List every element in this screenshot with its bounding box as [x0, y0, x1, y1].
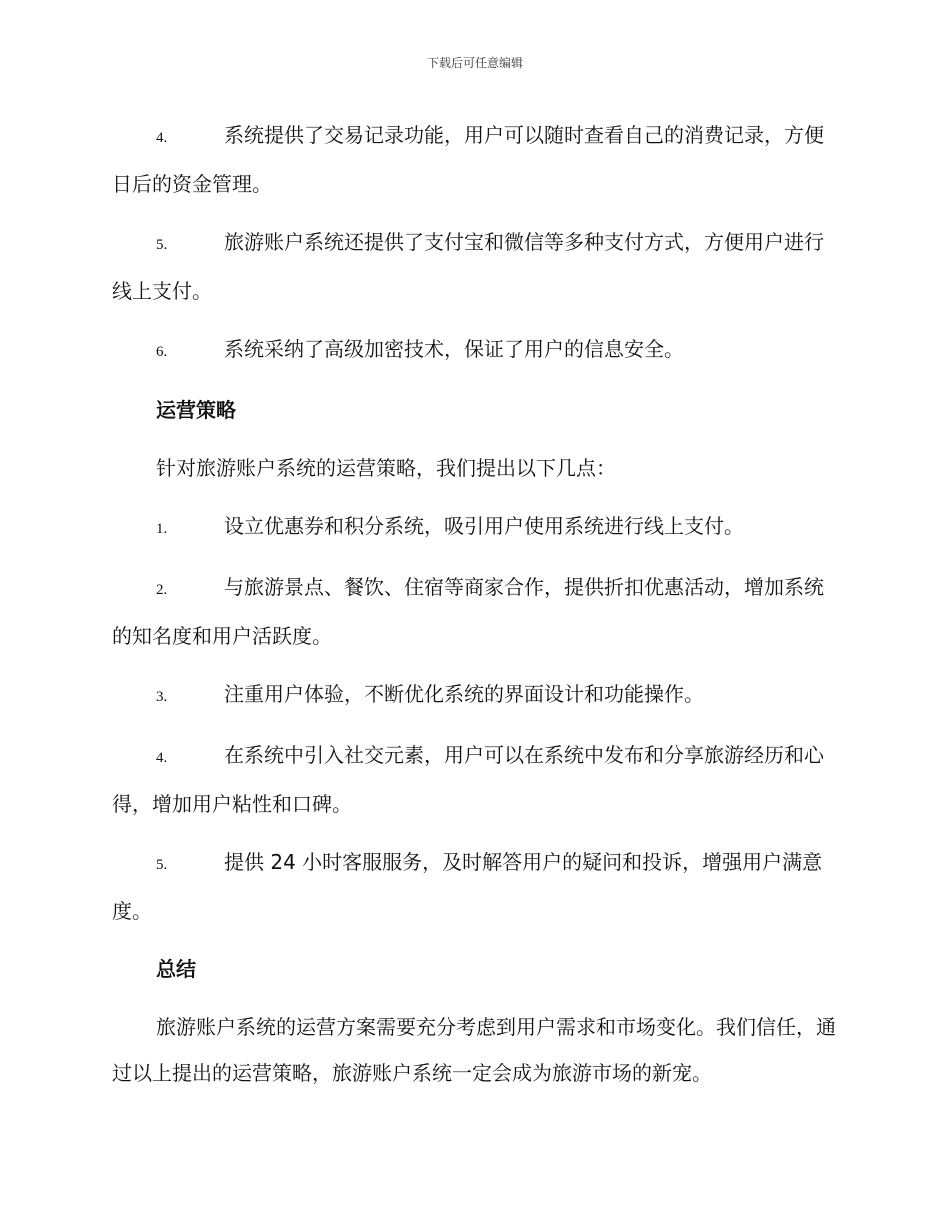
list-text: 系统采纳了高级加密技术，保证了用户的信息安全。 — [224, 337, 684, 361]
list-item — [112, 732, 838, 827]
summary-body: 旅游账户系统的运营方案需要充分考虑到用户需求和市场变化。我们信任，通过以上提出的运营策略，旅游账户系统一定会成为旅游市场的新宠。 — [112, 1015, 836, 1085]
section-heading-summary: 总结 — [156, 957, 196, 981]
list-number: 6. — [156, 344, 168, 360]
document-body — [112, 112, 838, 1108]
list-item — [112, 839, 838, 934]
list-number: 1. — [156, 521, 168, 537]
list-item — [112, 112, 838, 207]
list-item — [112, 326, 838, 375]
list-text: 与旅游景点、餐饮、住宿等商家合作，提供折扣优惠活动，增加系统的知名度和用户活跃度。 — [112, 575, 824, 648]
list-number: 5. — [156, 857, 168, 873]
list-number: 4. — [156, 750, 168, 766]
list-text: 设立优惠券和积分系统，吸引用户使用系统进行线上支付。 — [224, 514, 744, 538]
list-number: 4. — [156, 130, 168, 146]
section-heading-strategy: 运营策略 — [156, 398, 236, 422]
list-number: 5. — [156, 237, 168, 253]
page-header-note: 下载后可任意编辑 — [426, 56, 523, 70]
strategy-intro: 针对旅游账户系统的运营策略，我们提出以下几点： — [156, 456, 616, 480]
list-item — [112, 503, 838, 552]
list-item — [112, 564, 838, 659]
list-text: 注重用户体验，不断优化系统的界面设计和功能操作。 — [224, 682, 704, 706]
list-text: 旅游账户系统还提供了支付宝和微信等多种支付方式，方便用户进行线上支付。 — [112, 230, 824, 303]
list-number: 3. — [156, 689, 168, 705]
list-text: 提供 24 小时客服服务，及时解答用户的疑问和投诉，增强用户满意度。 — [112, 850, 823, 923]
list-item — [112, 219, 838, 314]
list-text: 系统提供了交易记录功能，用户可以随时查看自己的消费记录，方便日后的资金管理。 — [112, 123, 824, 196]
list-text: 在系统中引入社交元素，用户可以在系统中发布和分享旅游经历和心得，增加用户粘性和口碑。 — [112, 743, 824, 816]
list-number: 2. — [156, 582, 168, 598]
list-item — [112, 671, 838, 720]
